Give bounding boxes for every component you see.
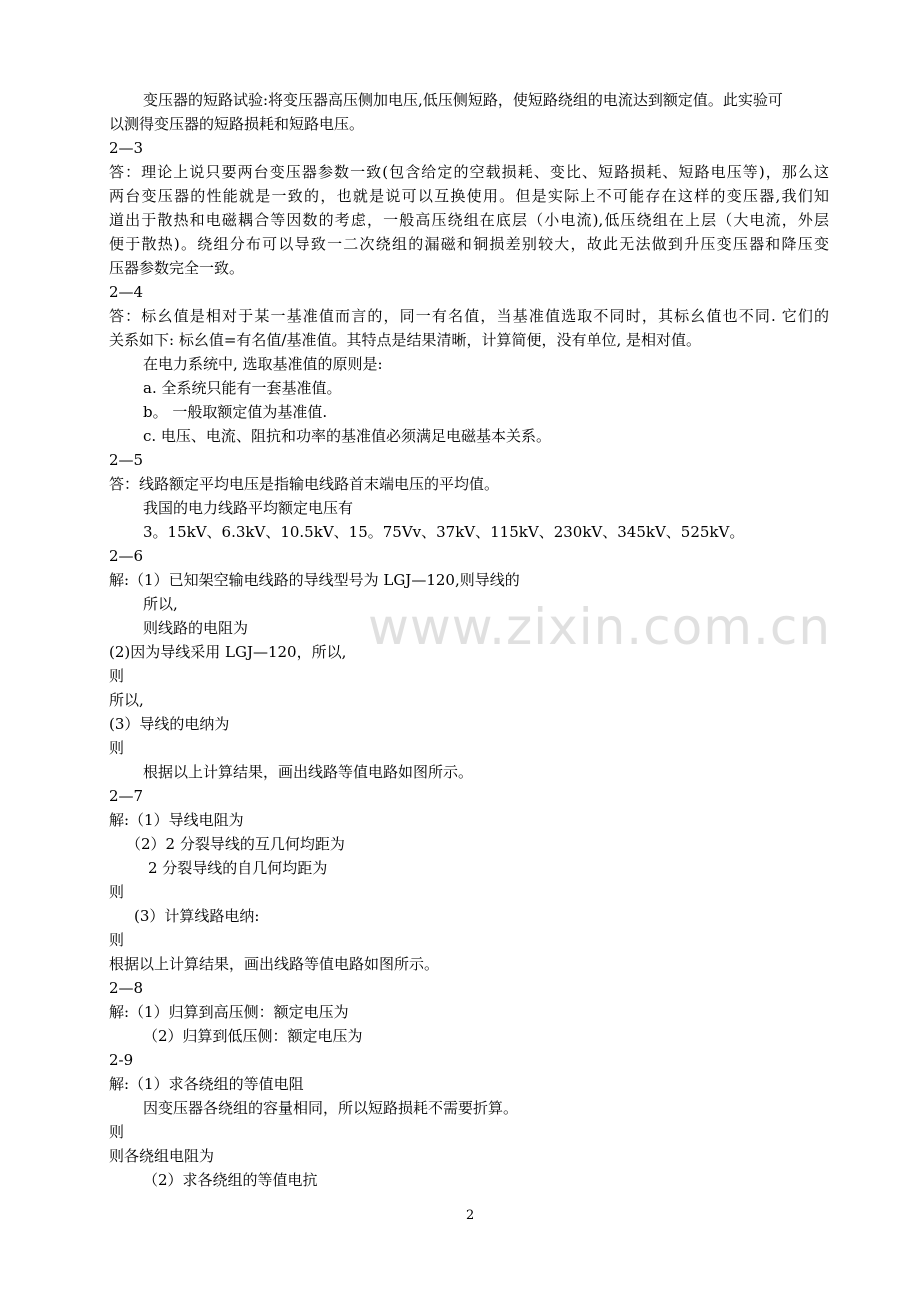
- text-line: 解:（1）求各绕组的等值电阻: [109, 1075, 304, 1093]
- text-line: 则: [109, 739, 125, 757]
- text-line: （2）求各绕组的等值电抗: [143, 1171, 318, 1189]
- text-line: 根据以上计算结果，画出线路等值电路如图所示。: [143, 763, 474, 781]
- text-line: 在电力系统中, 选取基准值的原则是:: [143, 355, 383, 373]
- text-line: 因变压器各绕组的容量相同，所以短路损耗不需要折算。: [143, 1099, 519, 1117]
- list-item: b。 一般取额定值为基准值.: [143, 403, 328, 421]
- text-line: 3。15kV、6.3kV、10.5kV、15。75Vv、37kV、115kV、230kV、345kV、525kV。: [143, 523, 745, 541]
- watermark: www.zixin.com.cn: [368, 598, 832, 656]
- text-line: 道出于散热和电磁耦合等因数的考虑，一般高压绕组在底层（小电流),低压绕组在上层（大电流，外层: [109, 211, 829, 229]
- text-line: 压器参数完全一致。: [109, 259, 245, 277]
- text-line: （2）2 分裂导线的互几何均距为: [126, 835, 345, 853]
- text-line: 解:（1）已知架空输电线路的导线型号为 LGJ—120,则导线的: [109, 571, 520, 589]
- text-line: 则: [109, 883, 125, 901]
- text-line: 答：线路额定平均电压是指输电线路首末端电压的平均值。: [109, 475, 500, 493]
- text-line: 所以,: [143, 595, 178, 613]
- text-line: 根据以上计算结果，画出线路等值电路如图所示。: [109, 955, 440, 973]
- section-heading: 2-9: [109, 1051, 134, 1069]
- section-heading: 2—8: [109, 979, 144, 997]
- text-line: 我国的电力线路平均额定电压有: [143, 499, 354, 517]
- section-heading: 2—5: [109, 451, 144, 469]
- text-line: (3）导线的电纳为: [109, 715, 230, 733]
- text-line: （2）归算到低压侧：额定电压为: [143, 1027, 363, 1045]
- text-line: 则各绕组电阻为: [109, 1147, 215, 1165]
- section-heading: 2—7: [109, 787, 144, 805]
- list-item: a. 全系统只能有一套基准值。: [143, 379, 342, 397]
- text-line: 则线路的电阻为: [143, 619, 249, 637]
- text-line: 则: [109, 667, 125, 685]
- text-line: 则: [109, 1123, 125, 1141]
- text-line: (3）计算线路电纳:: [134, 907, 260, 925]
- text-line: 则: [109, 931, 125, 949]
- section-heading: 2—6: [109, 547, 144, 565]
- text-line: 答：标幺值是相对于某一基准值而言的，同一有名值，当基准值选取不同时，其标幺值也不同. 它们的: [109, 307, 829, 325]
- text-line: 便于散热)。绕组分布可以导致一二次绕组的漏磁和铜损差别较大，故此无法做到升压变压器和降压变: [109, 235, 829, 253]
- page-number: 2: [466, 1208, 475, 1223]
- text-line: 所以,: [109, 691, 144, 709]
- text-line: 变压器的短路试验:将变压器高压侧加电压,低压侧短路，使短路绕组的电流达到额定值。此实验可: [143, 91, 783, 109]
- list-item: c. 电压、电流、阻抗和功率的基准值必须满足电磁基本关系。: [143, 427, 551, 445]
- section-heading: 2—4: [109, 283, 144, 301]
- text-line: 以测得变压器的短路损耗和短路电压。: [109, 115, 365, 133]
- text-line: 2 分裂导线的自几何均距为: [148, 859, 328, 877]
- text-line: 解:（1）导线电阻为: [109, 811, 244, 829]
- text-line: 答：理论上说只要两台变压器参数一致(包含给定的空载损耗、变比、短路损耗、短路电压等)，那么这: [109, 163, 829, 181]
- text-line: (2)因为导线采用 LGJ—120，所以,: [109, 643, 347, 661]
- text-line: 解:（1）归算到高压侧：额定电压为: [109, 1003, 349, 1021]
- section-heading: 2—3: [109, 139, 144, 157]
- text-line: 关系如下: 标幺值=有名值/基准值。其特点是结果清晰，计算简便，没有单位, 是相对值。: [109, 331, 701, 349]
- text-line: 两台变压器的性能就是一致的，也就是说可以互换使用。但是实际上不可能存在这样的变压器,我们知: [109, 187, 829, 205]
